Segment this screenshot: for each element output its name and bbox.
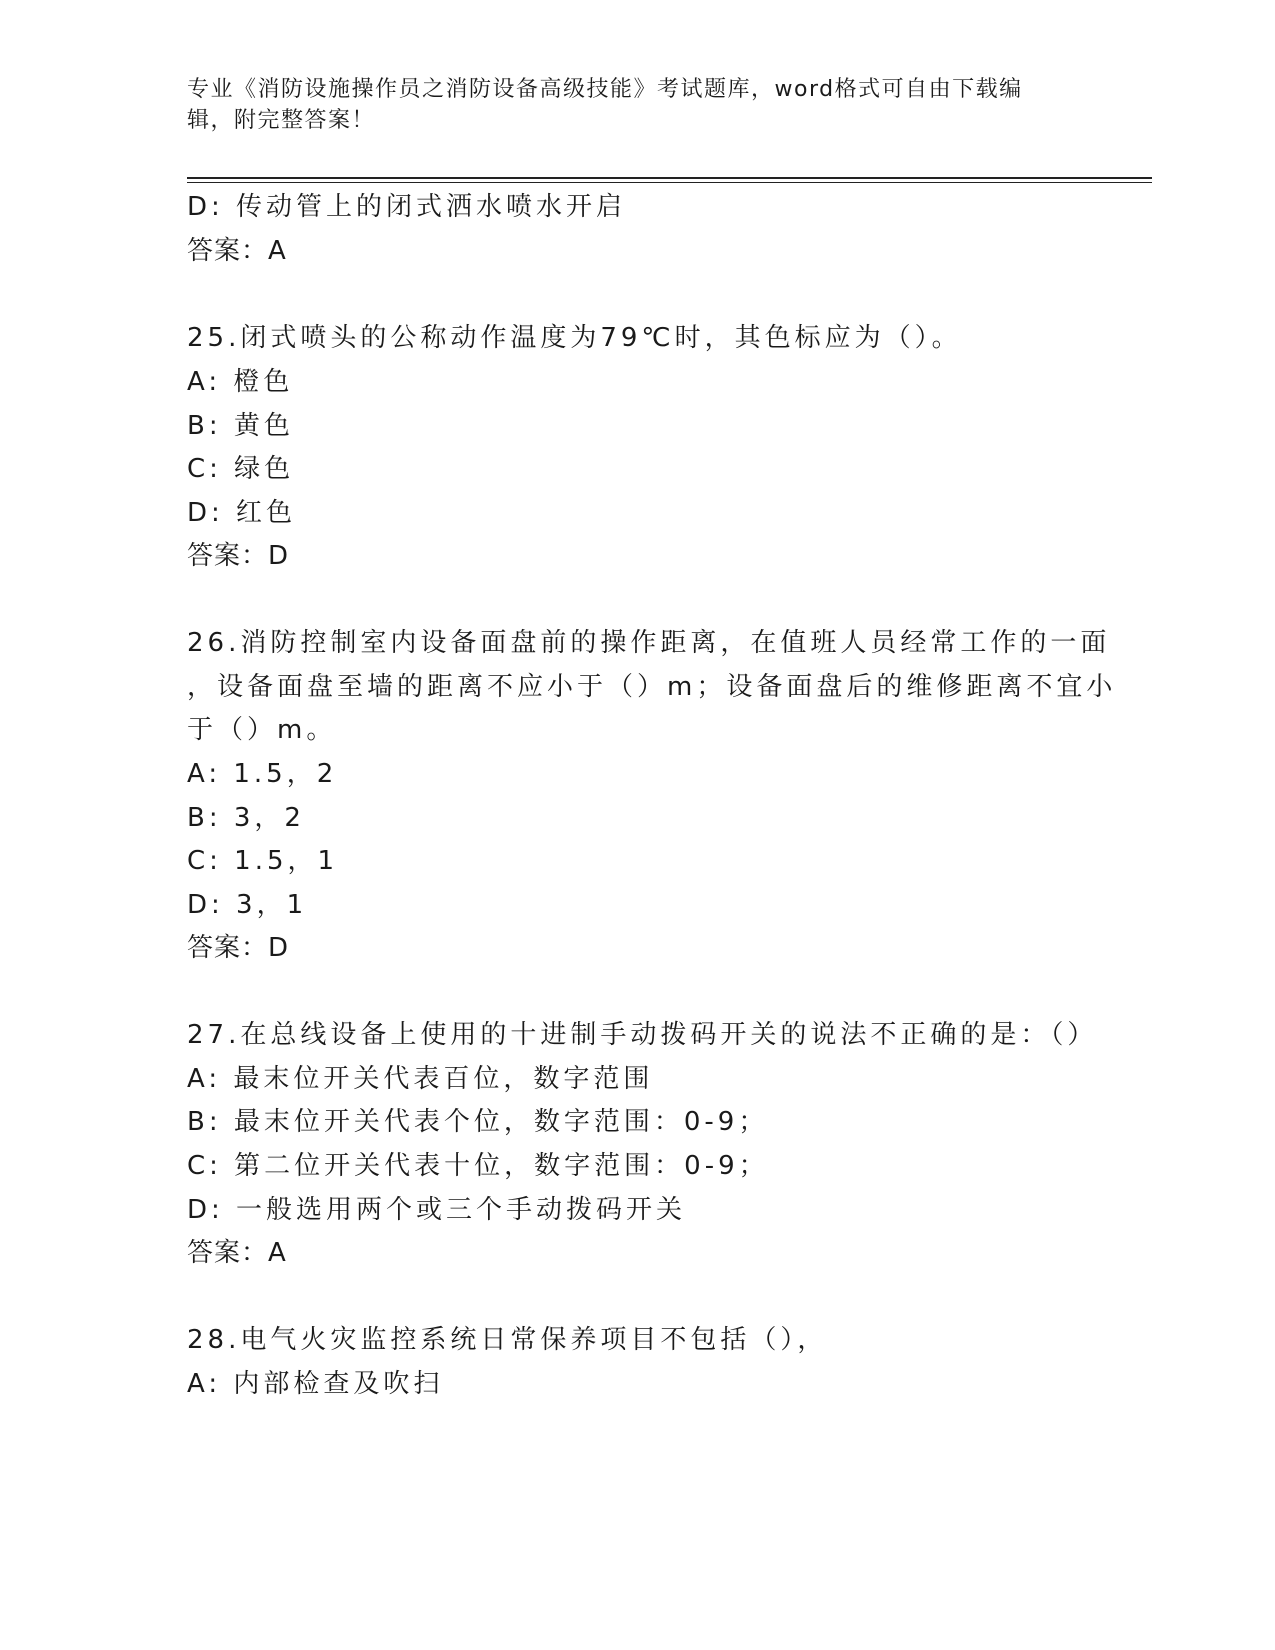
question-25-option-c: C: 绿色: [187, 454, 295, 484]
question-25-answer: 答案：D: [187, 541, 290, 571]
question-26-option-a: A: 1.5，2: [187, 759, 338, 789]
question-26-stem-line-1: 26.消防控制室内设备面盘前的操作距离，在值班人员经常工作的一面: [187, 628, 1111, 658]
question-28-option-a: A: 内部检查及吹扫: [187, 1369, 444, 1399]
question-25-stem: 25.闭式喷头的公称动作温度为79℃时，其色标应为（）。: [187, 323, 962, 353]
question-26-stem-line-3: 于（）m。: [187, 715, 337, 745]
question-25-option-b: B: 黄色: [187, 411, 294, 441]
question-26-answer: 答案：D: [187, 933, 290, 963]
header-divider-thin: [187, 182, 1152, 183]
prev-option-d: D: 传动管上的闭式洒水喷水开启: [187, 192, 627, 222]
question-27-option-a: A: 最末位开关代表百位，数字范围: [187, 1064, 654, 1094]
question-27-option-b: B: 最末位开关代表个位，数字范围：0-9；: [187, 1107, 769, 1137]
question-26-option-d: D: 3，1: [187, 890, 308, 920]
question-27-option-c: C: 第二位开关代表十位，数字范围：0-9；: [187, 1151, 769, 1181]
question-27-option-d: D: 一般选用两个或三个手动拨码开关: [187, 1195, 687, 1225]
header-line-1: 专业《消防设施操作员之消防设备高级技能》考试题库，word格式可自由下载编: [187, 77, 1023, 102]
header-divider-thick: [187, 177, 1152, 179]
question-28-stem: 28.电气火灾监控系统日常保养项目不包括（），: [187, 1325, 828, 1355]
header-line-2: 辑，附完整答案！: [187, 108, 376, 133]
prev-answer: 答案：A: [187, 236, 287, 266]
question-27-stem: 27.在总线设备上使用的十进制手动拨码开关的说法不正确的是：（）: [187, 1020, 1098, 1050]
question-26-option-b: B: 3，2: [187, 803, 305, 833]
question-25-option-a: A: 橙色: [187, 367, 294, 397]
question-25-option-d: D: 红色: [187, 498, 297, 528]
question-27-answer: 答案：A: [187, 1238, 287, 1268]
question-26-stem-line-2: ，设备面盘至墙的距离不应小于（）m；设备面盘后的维修距离不宜小: [187, 672, 1117, 702]
question-26-option-c: C: 1.5，1: [187, 846, 339, 876]
document-header: [187, 74, 1067, 136]
